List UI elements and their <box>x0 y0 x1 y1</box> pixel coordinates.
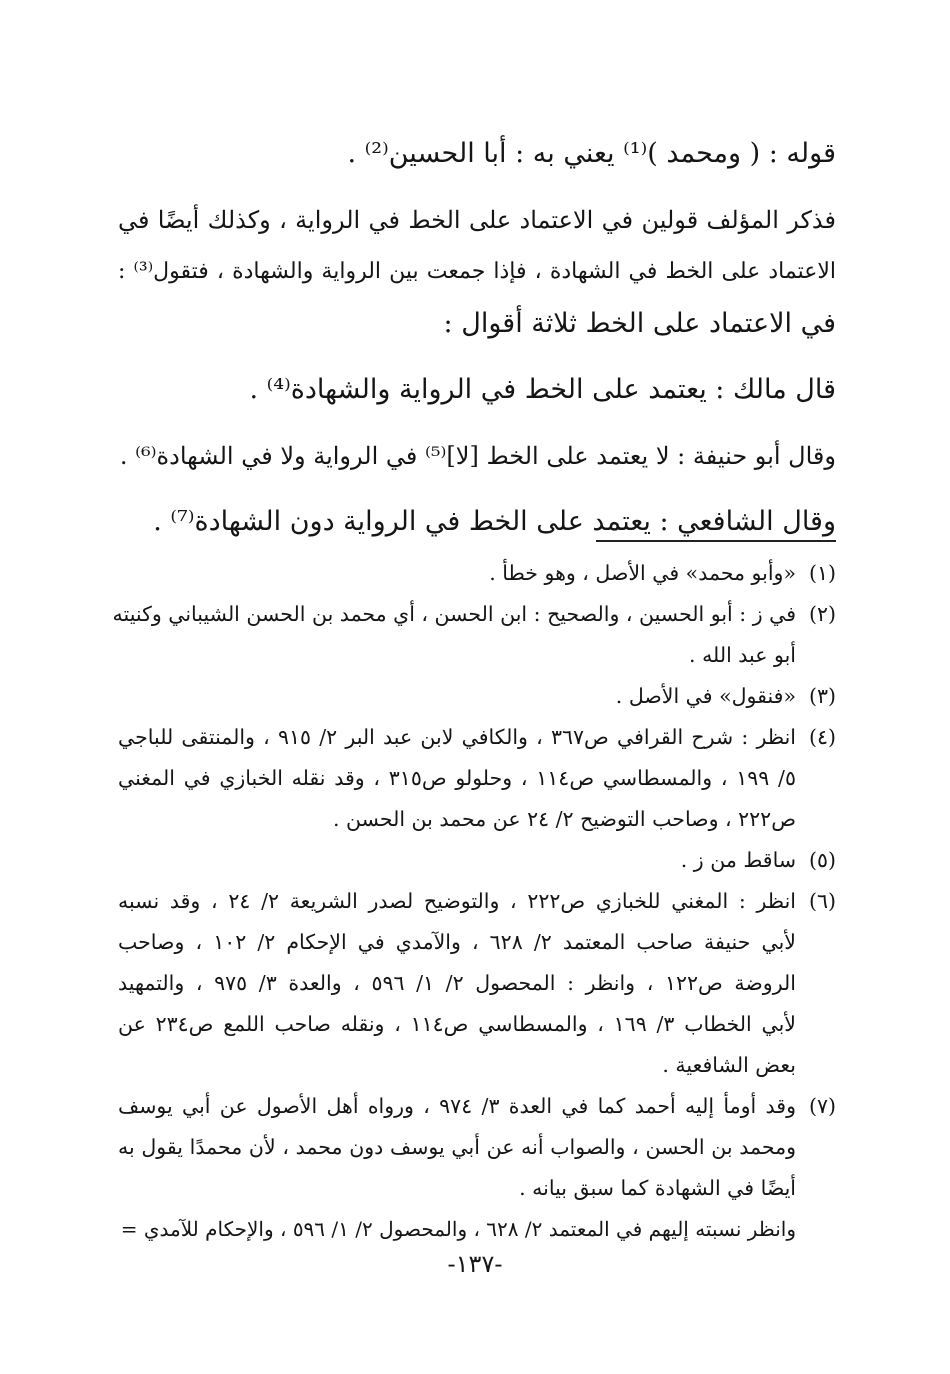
footnote-line: ومحمد بن الحسن ، والصواب أنه عن أبي يوسف دون محمد ، لأن محمدًا يقول به <box>118 1135 796 1159</box>
footnote-line: أبو عبد الله . <box>689 643 796 667</box>
footnote-4 <box>118 717 836 840</box>
footnote-3 <box>118 676 836 717</box>
footnote-6 <box>118 881 836 1086</box>
main-text <box>118 128 836 548</box>
footnote-line: ص٢٢٢ ، وصاحب التوضيح ٢/ ٢٤ عن محمد بن الحسن . <box>332 807 796 831</box>
footnote-line: في ز : أبو الحسين ، والصحيح : ابن الحسن ، أي محمد بن الحسن الشيباني وكنيته <box>112 602 796 626</box>
footnotes <box>112 553 836 1250</box>
footnote-line: انظر : شرح القرافي ص٣٦٧ ، والكافي لابن عبد البر ٢/ ٩١٥ ، والمنتقى للباجي <box>118 725 796 749</box>
footnote-number: (٥) <box>808 848 836 872</box>
footnote-line: بعض الشافعية . <box>662 1053 796 1077</box>
text-line-6: وقال أبو حنيفة : لا يعتمد على الخط [لا]⁽⁵⁾ في الرواية ولا في الشهادة⁽⁶⁾ . <box>119 442 836 470</box>
footnote-number: (٢) <box>808 602 836 626</box>
footnote-line: الروضة ص١٢٢ ، وانظر : المحصول ٢/ ١/ ٥٩٦ ، والعدة ٣/ ٩٧٥ ، والتمهيد <box>118 971 796 995</box>
footnote-line: ٥/ ١٩٩ ، والمسطاسي ص١١٤ ، وحلولو ص٣١٥ ، وقد نقله الخبازي في المغني <box>118 766 796 790</box>
text-line-5: قال مالك : يعتمد على الخط في الرواية والشهادة⁽⁴⁾ . <box>249 374 836 405</box>
footnote-line: وقد أومأ إليه أحمد كما في العدة ٣/ ٩٧٤ ، ورواه أهل الأصول عن أبي يوسف <box>118 1094 796 1118</box>
text-line-2: فذكر المؤلف قولين في الاعتماد على الخط في الرواية ، وكذلك أيضًا في <box>118 206 836 234</box>
footnote-line: أيضًا في الشهادة كما سبق بيانه . <box>519 1176 796 1200</box>
footnote-number: (٤) <box>808 725 836 749</box>
footnote-line: لأبي الخطاب ٣/ ١٦٩ ، والمسطاسي ص١١٤ ، ونقله صاحب اللمع ص٢٣٤ عن <box>118 1012 796 1036</box>
text-line-4: في الاعتماد على الخط ثلاثة أقوال : <box>443 308 836 339</box>
text-line-3: الاعتماد على الخط في الشهادة ، فإذا جمعت بين الرواية والشهادة ، فتقول⁽³⁾ : <box>118 259 836 284</box>
footnote-line: «وأبو محمد» في الأصل ، وهو خطأ . <box>489 561 796 585</box>
text-line-1: قوله : ( ومحمد )⁽¹⁾ يعني به : أبا الحسين⁽²⁾ . <box>347 138 836 169</box>
footnote-line: ساقط من ز . <box>680 848 796 872</box>
footnote-separator <box>596 540 836 542</box>
footnote-5 <box>118 840 836 881</box>
footnote-number: (٣) <box>808 684 836 708</box>
footnote-1 <box>118 553 836 594</box>
footnote-number: (٦) <box>808 889 836 913</box>
footnote-7 <box>118 1086 836 1209</box>
footnote-line: لأبي حنيفة صاحب المعتمد ٢/ ٦٢٨ ، والآمدي في الإحكام ٢/ ١٠٢ ، وصاحب <box>118 930 796 954</box>
footnote-line: «فنقول» في الأصل . <box>615 684 796 708</box>
footnote-number: (٧) <box>808 1094 836 1118</box>
footnote-line: انظر : المغني للخبازي ص٢٢٢ ، والتوضيح لصدر الشريعة ٢/ ٢٤ ، وقد نسبه <box>118 889 797 913</box>
footnote-continuation: وانظر نسبته إليهم في المعتمد ٢/ ٦٢٨ ، والمحصول ٢/ ١/ ٥٩٦ ، والإحكام للآمدي = <box>120 1217 796 1241</box>
text-line-7: وقال الشافعي : يعتمد على الخط في الرواية دون الشهادة⁽⁷⁾ . <box>153 506 836 537</box>
footnote-2 <box>112 594 836 676</box>
footnote-number: (١) <box>808 561 836 585</box>
page-number: -١٣٧- <box>447 1250 503 1278</box>
